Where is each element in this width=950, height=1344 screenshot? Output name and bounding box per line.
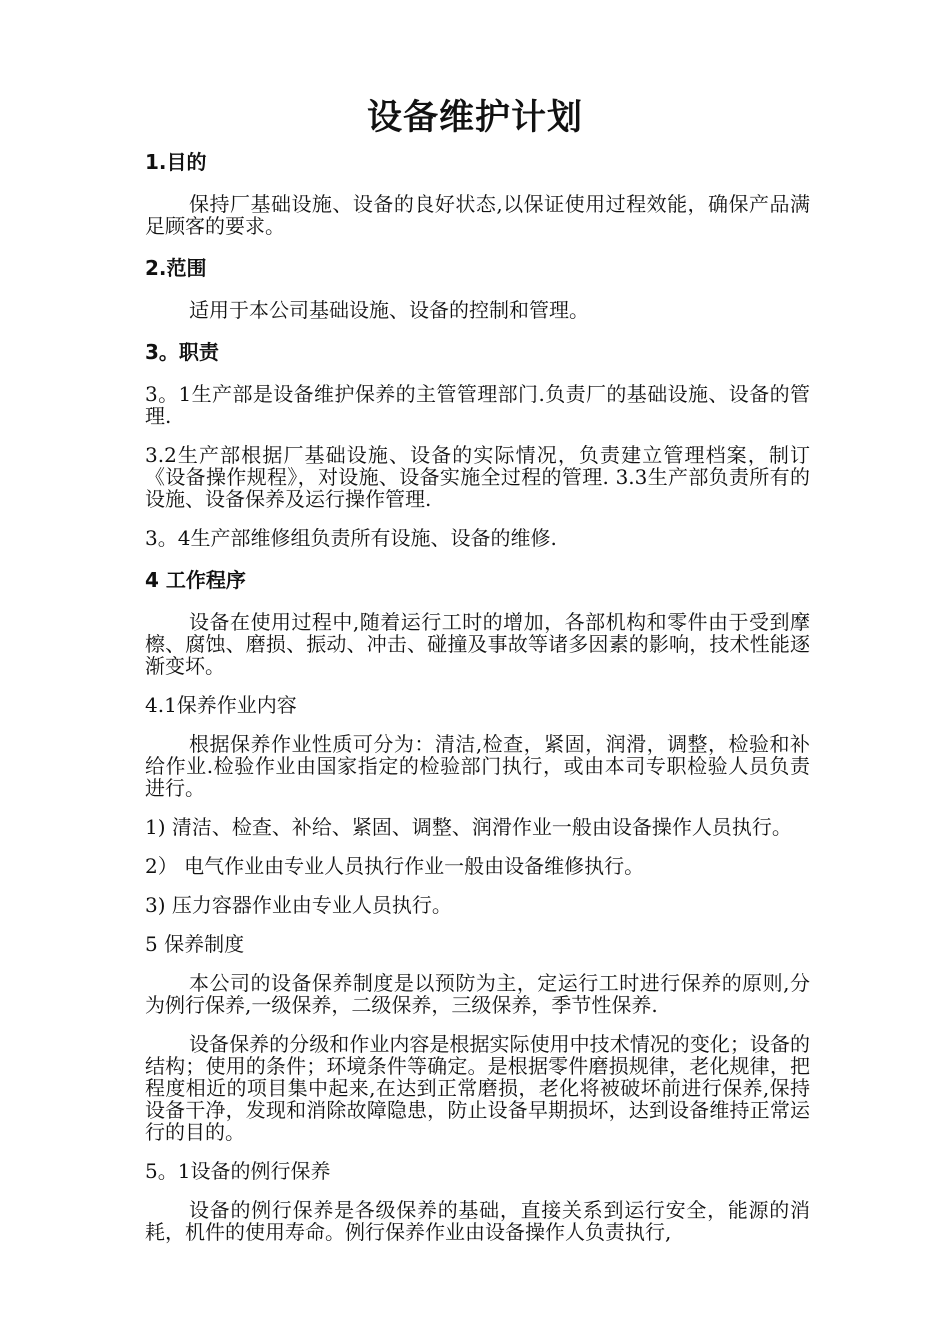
section-heading-scope: 2.范围 <box>145 256 207 280</box>
section-heading-procedure: 4 工作程序 <box>145 568 246 592</box>
list-item-3: 3) 压力容器作业由专业人员执行。 <box>145 893 452 917</box>
paragraph-purpose: 保持厂基础设施、设备的良好状态,以保证使用过程效能，确保产品满足顾客的要求。 <box>145 192 810 238</box>
paragraph-responsibility-3-4: 3。4生产部维修组负责所有设施、设备的维修. <box>145 526 557 550</box>
section-heading-responsibilities: 3。职责 <box>145 340 219 364</box>
document-title: 设备维护计划 <box>366 98 583 138</box>
subheading-maintenance-content: 4.1保养作业内容 <box>145 693 297 717</box>
list-item-1: 1) 清洁、检查、补给、紧固、调整、润滑作业一般由设备操作人员执行。 <box>145 815 792 839</box>
section-heading-purpose: 1.目的 <box>145 150 207 174</box>
paragraph-scope: 适用于本公司基础设施、设备的控制和管理。 <box>189 298 589 322</box>
subheading-maintenance-system: 5 保养制度 <box>145 932 245 956</box>
paragraph-procedure-intro: 设备在使用过程中,随着运行工时的增加，各部机构和零件由于受到摩檫、腐蚀、磨损、振动、冲击、碰撞及事故等诸多因素的影响，技术性能逐渐变坏。 <box>145 610 810 678</box>
paragraph-maintenance-system: 本公司的设备保养制度是以预防为主，定运行工时进行保养的原则,分为例行保养,一级保养，二级保养，三级保养，季节性保养. <box>145 971 810 1017</box>
subheading-routine-maintenance: 5。1设备的例行保养 <box>145 1159 331 1183</box>
paragraph-maintenance-levels: 设备保养的分级和作业内容是根据实际使用中技术情况的变化；设备的结构；使用的条件；环境条件等确定。是根据零件磨损规律，老化规律，把程度相近的项目集中起来,在达到正常磨损，老化将被破坏前进行保养,保持设备干净，发现和消除故障隐患，防止设备早期损坏，达到设备维持正常运行的目的。 <box>145 1032 810 1144</box>
paragraph-responsibility-3-2: 3.2生产部根据厂基础设施、设备的实际情况，负责建立管理档案，制订《设备操作规程》，对设施、设备实施全过程的管理. 3.3生产部负责所有的设施、设备保养及运行操作管理. <box>145 443 810 511</box>
paragraph-routine-maintenance: 设备的例行保养是各级保养的基础，直接关系到运行安全，能源的消耗，机件的使用寿命。例行保养作业由设备操作人负责执行, <box>145 1198 810 1244</box>
list-item-2: 2） 电气作业由专业人员执行作业一般由设备维修执行。 <box>145 854 645 878</box>
document-body <box>145 148 810 1260</box>
paragraph-responsibility-3-1: 3。1生产部是设备维护保养的主管管理部门.负责厂的基础设施、设备的管理. <box>145 382 810 428</box>
paragraph-maintenance-content: 根据保养作业性质可分为：清洁,检查，紧固，润滑，调整，检验和补给作业.检验作业由国家指定的检验部门执行，或由本司专职检验人员负责进行。 <box>145 732 810 800</box>
